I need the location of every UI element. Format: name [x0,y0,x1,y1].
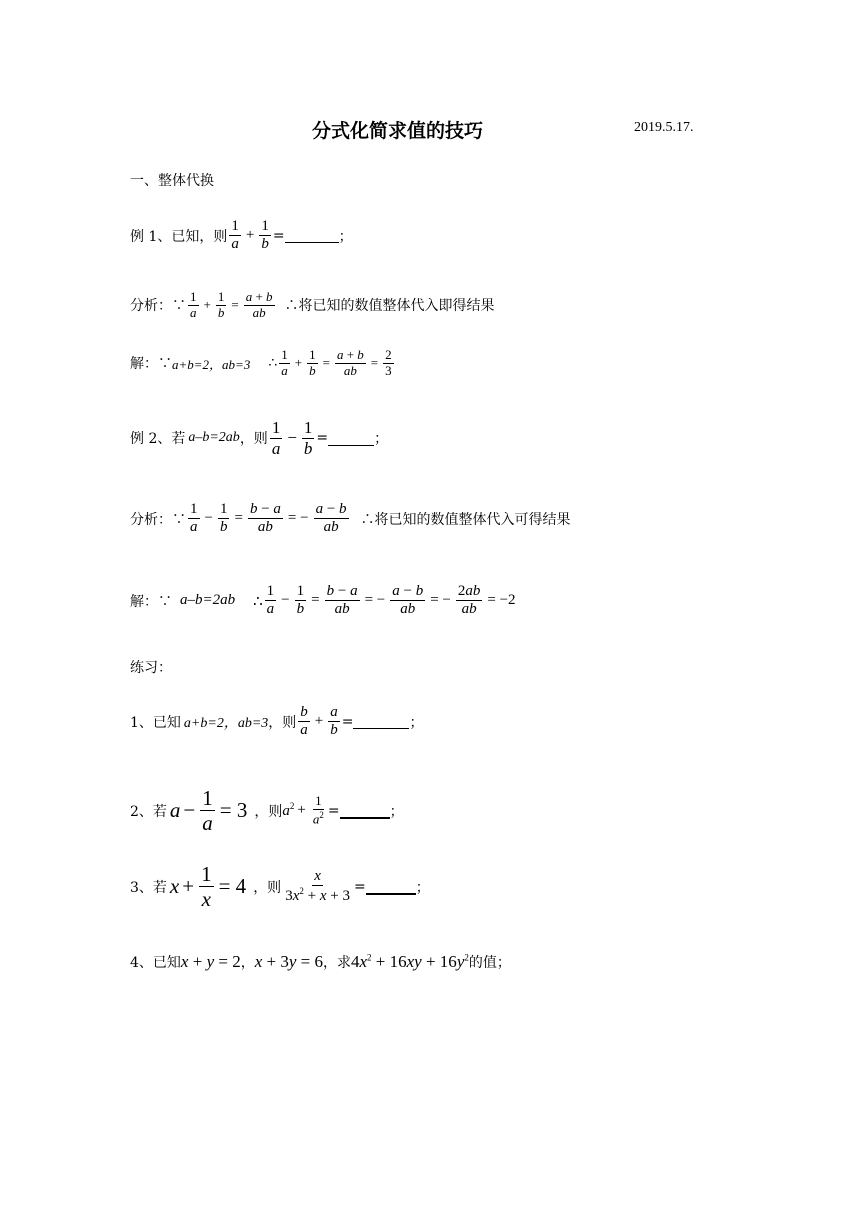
therefore-symbol: ∴ [253,591,263,610]
equals-sign: = [341,713,354,730]
equals-sign: = [272,227,285,244]
solution-1-prefix: 解：∵ [130,356,172,373]
fraction-1-over-b: $\frac{1}{b}$ [219,501,228,536]
analysis-1: 分析：∵ $\frac{1}{a}$ + $\frac{1}{b}$ = $\frac{a + b}{ab}$ ∴将已知的数值整体代入即得结果 [130,289,495,320]
practice-2: 2、若 a − $\frac{1}{a}$ = 3 ，则 $a^2$ + $\frac{1}{a^2}$ = ； [130,786,404,836]
example-1: 例 1、已知，则 $\frac{1}{a}$ + $\frac{1}{b}$ = ； [130,218,353,253]
therefore-symbol: ∴ [268,355,278,372]
fraction-sum-over-ab: $\frac{a + b}{ab}$ [336,347,364,378]
fraction-2-over-3: $\frac{2}{3}$ [385,347,392,378]
equals-sign: = [327,802,340,819]
answer-blank [285,228,339,243]
practice-4 [130,952,511,972]
solution-1-condition: a+b=2，ab=3 [172,356,251,372]
practice-1-mid: ，则 [268,714,297,731]
example-2-prefix: 例 2、若 [130,431,186,448]
date-stamp: 2019.5.17. [634,120,694,135]
fraction-1-over-x: $\frac{1}{x}$ [201,862,212,912]
analysis-2: 分析：∵ $\frac{1}{a}$ − $\frac{1}{b}$ = $\frac{b - a}{ab}$ = − $\frac{a - b}{ab}$ ∴将已知的数值整体代入可得结果 [130,501,571,536]
analysis-2-note: ∴将已知的数值整体代入可得结果 [360,511,571,528]
fraction-1-over-b: $\frac{1}{b}$ [296,583,305,618]
fraction-a-over-b: $\frac{a}{b}$ [330,704,338,739]
practice-2-mid: ，则 [254,803,283,820]
example-2-condition: a–b=2ab [188,430,240,446]
answer-blank [366,879,416,895]
fraction-1-over-a: $\frac{1}{a}$ [190,501,198,536]
fraction-1-over-a: $\frac{1}{a}$ [190,289,197,320]
equals-sign: = [353,878,366,895]
solution-2-condition: a–b=2ab [180,592,236,609]
equation-x-plus-3y: x + 3y = 6 [254,952,323,971]
solution-1: 解：∵ a+b=2，ab=3 ∴ $\frac{1}{a}$ + $\frac{1}{b}$ = $\frac{a + b}{ab}$ = $\frac{2}{3}$ [130,347,392,378]
fraction-1-over-b: $\frac{1}{b}$ [261,218,269,253]
solution-2-prefix: 解：∵ [130,593,172,610]
solution-2: 解：∵ a–b=2ab ∴ $\frac{1}{a}$ − $\frac{1}{b}$ = $\frac{b - a}{ab}$ = − $\frac{a - b}{ab}$ = − $\frac{2ab}{ab}$ = −2 [130,583,516,618]
page-title: 分式化简求值的技巧 [312,120,484,142]
fraction-sum-over-ab: $\frac{a + b}{ab}$ [245,289,273,320]
practice-3-mid: ，则 [253,879,282,896]
fraction-b-minus-a-over-ab: $\frac{b - a}{ab}$ [326,583,358,618]
equals-sign: = [316,430,329,447]
line-end: ； [374,431,389,448]
line-end: ； [389,803,404,820]
fraction-1-over-a-squared: $\frac{1}{a^2}$ [312,793,324,827]
practice-4-sep2: ，求 [322,955,351,971]
fraction-1-over-a: $\frac{1}{a}$ [231,218,239,253]
fraction-1-over-b: $\frac{1}{b}$ [303,418,313,458]
fraction-a-minus-b-over-ab: $\frac{a - b}{ab}$ [392,583,424,618]
answer-blank [340,803,390,819]
practice-2-prefix: 2、若 [130,803,167,820]
practice-1-condition: a+b=2，ab=3 [183,715,269,731]
line-end: ； [415,879,430,896]
practice-1: 1、已知 a+b=2，ab=3 ，则 $\frac{b}{a}$ + $\frac{a}{b}$ = ； [130,704,424,739]
answer-blank [353,714,409,729]
section-heading-substitution: 一、整体代换 [130,173,214,189]
example-2-mid: ，则 [239,431,268,448]
analysis-1-prefix: 分析：∵ [130,298,186,315]
expression-polynomial: $4x^2 + 16xy + 16y^2$ [350,952,469,971]
practice-4-end: 的值； [468,955,511,971]
practice-1-prefix: 1、已知 [130,714,181,731]
fraction-2ab-over-ab: $\frac{2ab}{ab}$ [457,583,481,618]
analysis-1-note: ∴将已知的数值整体代入即得结果 [284,298,495,315]
fraction-1-over-a: $\frac{1}{a}$ [202,786,213,836]
fraction-b-over-a: $\frac{b}{a}$ [300,704,308,739]
fraction-1-over-b: $\frac{1}{b}$ [309,347,316,378]
analysis-2-prefix: 分析：∵ [130,511,186,528]
fraction-1-over-a: $\frac{1}{a}$ [271,418,281,458]
fraction-1-over-a: $\frac{1}{a}$ [266,583,275,618]
practice-4-prefix: 4、已知 [130,955,181,971]
fraction-1-over-b: $\frac{1}{b}$ [217,289,225,320]
fraction-a-minus-b-over-ab: $\frac{a - b}{ab}$ [315,501,347,536]
equation-x-plus-y: x + y = 2 [180,952,241,971]
example-2: 例 2、若 a–b=2ab ，则 $\frac{1}{a}$ − $\frac{1}{b}$ = ； [130,418,389,458]
fraction-1-over-a: $\frac{1}{a}$ [281,347,288,378]
line-end: ； [409,714,424,731]
a-squared: $a^2$ [282,801,295,820]
practice-heading: 练习： [130,660,172,676]
example-1-prefix: 例 1、已知，则 [130,228,228,245]
fraction-x-over-quadratic: $\frac{x}{3x^2 + x + 3}$ [285,867,350,905]
practice-3-prefix: 3、若 [130,879,167,896]
practice-3: 3、若 x + $\frac{1}{x}$ = 4 ，则 $\frac{x}{3x^2 + x + 3}$ = ； [130,862,430,912]
answer-blank [328,431,374,446]
fraction-b-minus-a-over-ab: $\frac{b - a}{ab}$ [249,501,281,536]
practice-4-sep1: ， [240,955,255,971]
line-end: ； [338,228,353,245]
